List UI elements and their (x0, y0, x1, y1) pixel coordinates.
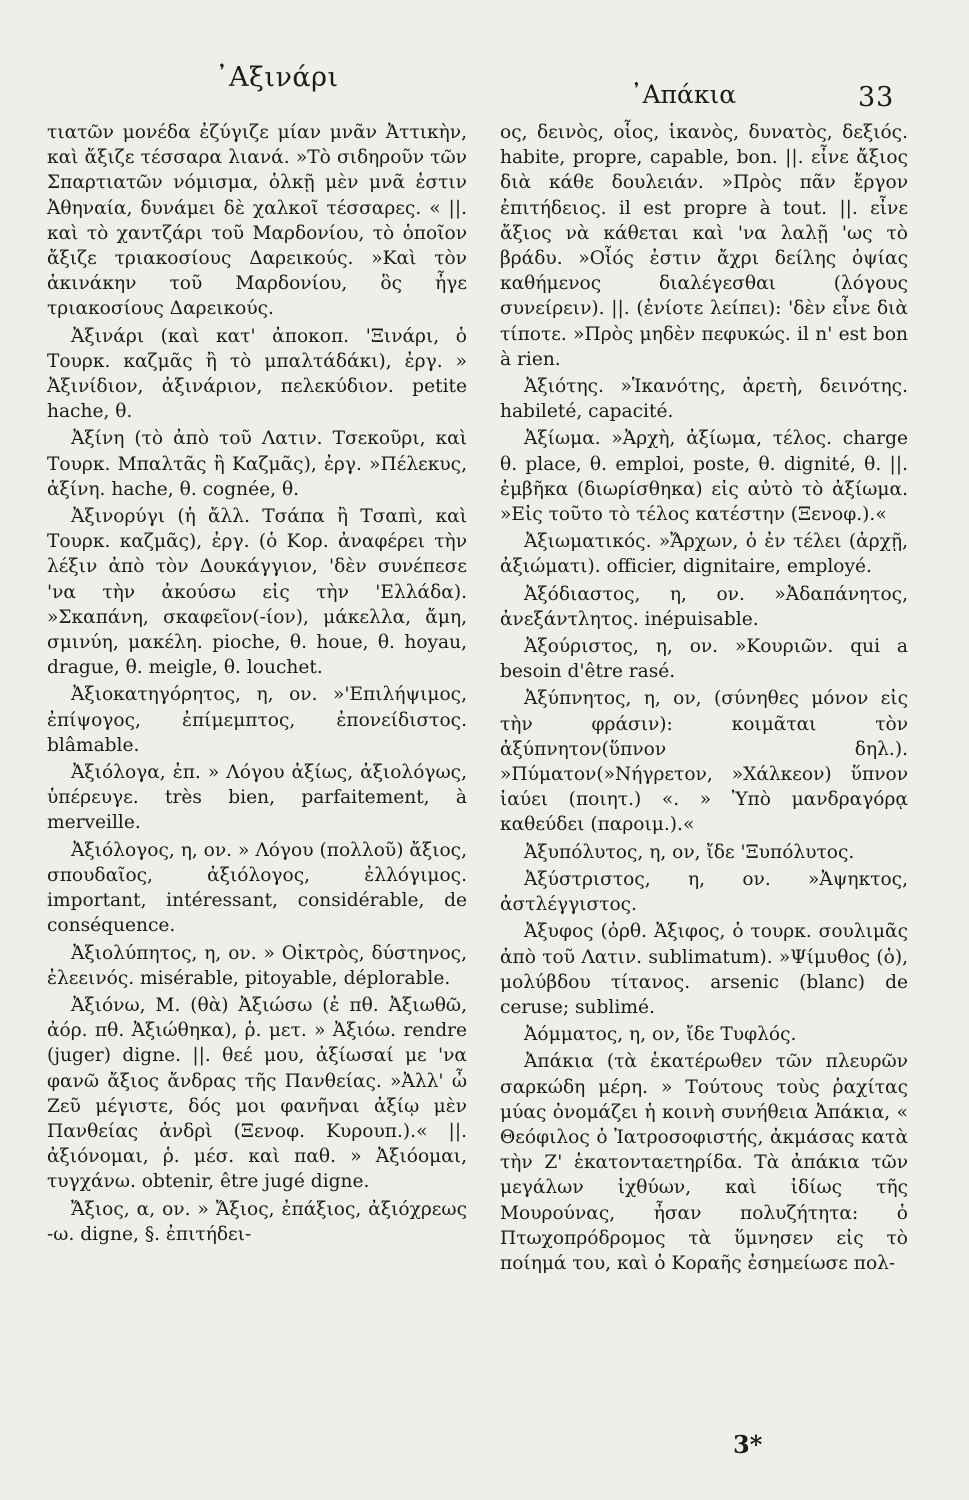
entry-paragraph: Ἀξινάρι (καὶ κατ' ἀποκοπ. 'Ξινάρι, ὁ Τουρκ. καζμᾶς ἢ τὸ μπαλτάδάκι), ἐργ. » Ἀξινίδιον, ἀξινάριον, πελεκύδιον. petite hache, θ. (47, 325, 467, 423)
entry-paragraph: Ἀξιόλογα, ἐπ. » Λόγου ἀξίως, ἀξιολόγως, ὑπέρευγε. très bien, parfaitement, à merveille. (47, 762, 467, 834)
entry-paragraph: Ἀξιόλογος, η, ον. » Λόγου (πολλοῦ) ἄξιος, σπουδαῖος, ἀξιόλογος, ἐλλόγιμος. important, intéressant, considérable, de conséquence. (47, 839, 467, 937)
signature-mark: 3* (733, 1430, 763, 1459)
entry-paragraph: τιατῶν μονέδα ἐζύγιζε μίαν μνᾶν Ἀττικὴν, καὶ ἄξιζε τέσσαρα λιανά. »Τὸ σιδηροῦν τῶν Σπαρτιατῶν νόμισμα, ὁλκῇ μὲν μνᾶ ἐστιν Ἀθηναία, δυνάμει δὲ χαλκοῖ τέσσαρες. « ||. καὶ τὸ χαντζάρι τοῦ Μαρδονίου, τὸ ὁποῖον ἄξιζε τριακοσίους Δαρεικούς. »Καὶ τὸν ἀκινάκην τοῦ Μαρδονίου, ὃς ἦγε τριακοσίους Δαρεικούς. (47, 122, 467, 320)
entry-paragraph: Ἀξύστριστος, η, ον. »Ἀψηκτος, ἀστλέγγιστος. (500, 868, 908, 916)
entry-paragraph: Ἀπάκια (τὰ ἑκατέρωθεν τῶν πλευρῶν σαρκώδη μέρη. » Τούτους τοὺς ῥαχίτας μύας ὀνομάζει ἡ κοινὴ συνήθεια Ἀπάκια, « Θεόφιλος ὁ Ἰατροσοφιστής, ἀκμάσας κατὰ τὴν Ζ' ἑκατονταετηρίδα. Τὰ ἀπάκια τῶν μεγάλων ἰχθύων, καὶ ἰδίως τῆς Μουρούνας, ἦσαν πολυζήτητα: ὁ Πτωχοπρόδρομος τὰ ὕμνησεν εἰς τὸ ποίημά του, καὶ ὁ Κοραῆς ἐσημείωσε πολ- (500, 1051, 908, 1274)
entry-paragraph: Ἀόμματος, η, ον, ἴδε Τυφλός. (524, 1024, 797, 1046)
entry-paragraph: Ἀξίωμα. »Ἀρχὴ, ἀξίωμα, τέλος. charge θ. place, θ. emploi, poste, θ. dignité, θ. ||. ἐμβῆκα (διωρίσθηκα) εἰς αὐτὸ τὸ ἀξίωμα. »Εἰς τοῦτο τὸ τέλος κατέστην (Ξενοφ.).« (500, 428, 908, 526)
entry-paragraph: ος, δεινὸς, οἷος, ἱκανὸς, δυνατὸς, δεξιός. habite, propre, capable, bon. ||. εἶνε ἄξιος διὰ κάθε δουλειάν. »Πρὸς πᾶν ἔργον ἐπιτήδειος. il est propre à tout. ||. εἶνε ἄξιος νὰ κάθεται καὶ 'να λαλῇ 'ως τὸ βράδυ. »Οἷός ἐστιν ἄχρι δείλης ὀψίας καθήμενος διαλέγεσθαι (λόγους συνείρειν). ||. (ἐνίοτε λείπει): 'δὲν εἶνε διὰ τίποτε. »Πρὸς μηδὲν πεφυκώς. il n' est bon à rien. (500, 122, 908, 370)
entry-paragraph: Ἀξυπόλυτος, η, ον, ἴδε 'Ξυπόλυτος. (524, 841, 855, 863)
left-column (47, 120, 467, 1249)
right-column (500, 120, 908, 1278)
running-head (0, 62, 969, 112)
entry-paragraph: Ἀξίνη (τὸ ἀπὸ τοῦ Λατιν. Τσεκοῦρι, καὶ Τουρκ. Μπαλτᾶς ἢ Καζμᾶς), ἐργ. »Πέλεκυς, ἀξίνη. hache, θ. cognée, θ. (47, 428, 467, 500)
entry-paragraph: Ἀξιοκατηγόρητος, η, ον. »'Επιλήψιμος, ἐπίψογος, ἐπίμεμπτος, ἐπονείδιστος. blâmable. (47, 684, 467, 756)
left-headword: ᾿Αξινάρι (215, 62, 339, 93)
entry-paragraph: Ἀξύπνητος, η, ον, (σύνηθες μόνον εἰς τὴν φράσιν): κοιμᾶται τὸν ἀξύπνητον(ὕπνον δηλ.). »Πύματον(»Νήγρετον, »Χάλκεον) ὕπνον ἰαύει (ποιητ.) «. » Ὑπὸ μανδραγόρᾳ καθεύδει (παροιμ.).« (500, 688, 908, 836)
entry-paragraph: Ἀξόδιαστος, η, ον. »Ἀδαπάνητος, ἀνεξάντλητος. inépuisable. (500, 583, 908, 630)
entry-paragraph: Ἀξυφος (ὀρθ. Ἀξιφος, ὁ τουρκ. σουλιμᾶς ἀπὸ τοῦ Λατιν. sublimatum). »Ψίμυθος (ὁ), μολύβδου τίτανος. arsenic (blanc) de ceruse; sublimé. (500, 921, 908, 1018)
page-number: 33 (858, 82, 895, 113)
entry-paragraph: Ἄξιος, α, ον. » Ἄξιος, ἐπάξιος, ἀξιόχρεως -ω. digne, §. ἐπιτήδει- (47, 1198, 467, 1245)
entry-paragraph: Ἀξιότης. »Ἱκανότης, ἀρετὴ, δεινότης. habileté, capacité. (500, 376, 908, 423)
entry-paragraph: Ἀξιόνω, Μ. (θὰ) Ἀξιώσω (ἐ πθ. Ἀξιωθῶ, ἀόρ. πθ. Ἀξιώθηκα), ῥ. μετ. » Ἀξιόω. rendre (juger) digne. ||. θεέ μου, ἀξίωσαί με 'να φανῶ ἄξιος ἄνδρας τῆς Πανθείας. »Ἀλλ' ὦ Ζεῦ μέγιστε, δός μοι φανῆναι ἀξίῳ μὲν Πανθείας ἀνδρὶ (Ξενοφ. Κυρουπ.).« ||. ἀξιόνομαι, ῥ. μέσ. καὶ παθ. » Ἀξιόομαι, τυγχάνω. obtenir, être jugé digne. (47, 994, 467, 1193)
entry-paragraph: Ἀξιολύπητος, η, ον. » Οἰκτρὸς, δύστηνος, ἐλεεινός. misérable, pitoyable, déplorable. (47, 942, 467, 989)
entry-paragraph: Ἀξούριστος, η, ον. »Κουριῶν. qui a besoin d'être rasé. (500, 636, 908, 683)
entry-paragraph: Ἀξιωματικός. »Ἄρχων, ὁ ἐν τέλει (ἀρχῇ, ἀξιώματι). officier, dignitaire, employé. (500, 531, 908, 578)
right-headword: ᾿Απάκια (630, 80, 737, 109)
entry-paragraph: Ἀξινορύγι (ἡ ἄλλ. Τσάπα ἢ Τσαπὶ, καὶ Τουρκ. καζμᾶς), ἐργ. (ὁ Κορ. ἀναφέρει τὴν λέξιν ἀπὸ τὸν Δουκάγγιον, 'δὲν συνέπεσε 'να τὴν ἀκούσω εἰς τὴν 'Ελλάδα). »Σκαπάνη, σκαφεῖον(-ίον), μάκελλα, ἄμη, σμινύη, μακέλη. pioche, θ. houe, θ. hoyau, drague, θ. meigle, θ. louchet. (47, 506, 467, 679)
